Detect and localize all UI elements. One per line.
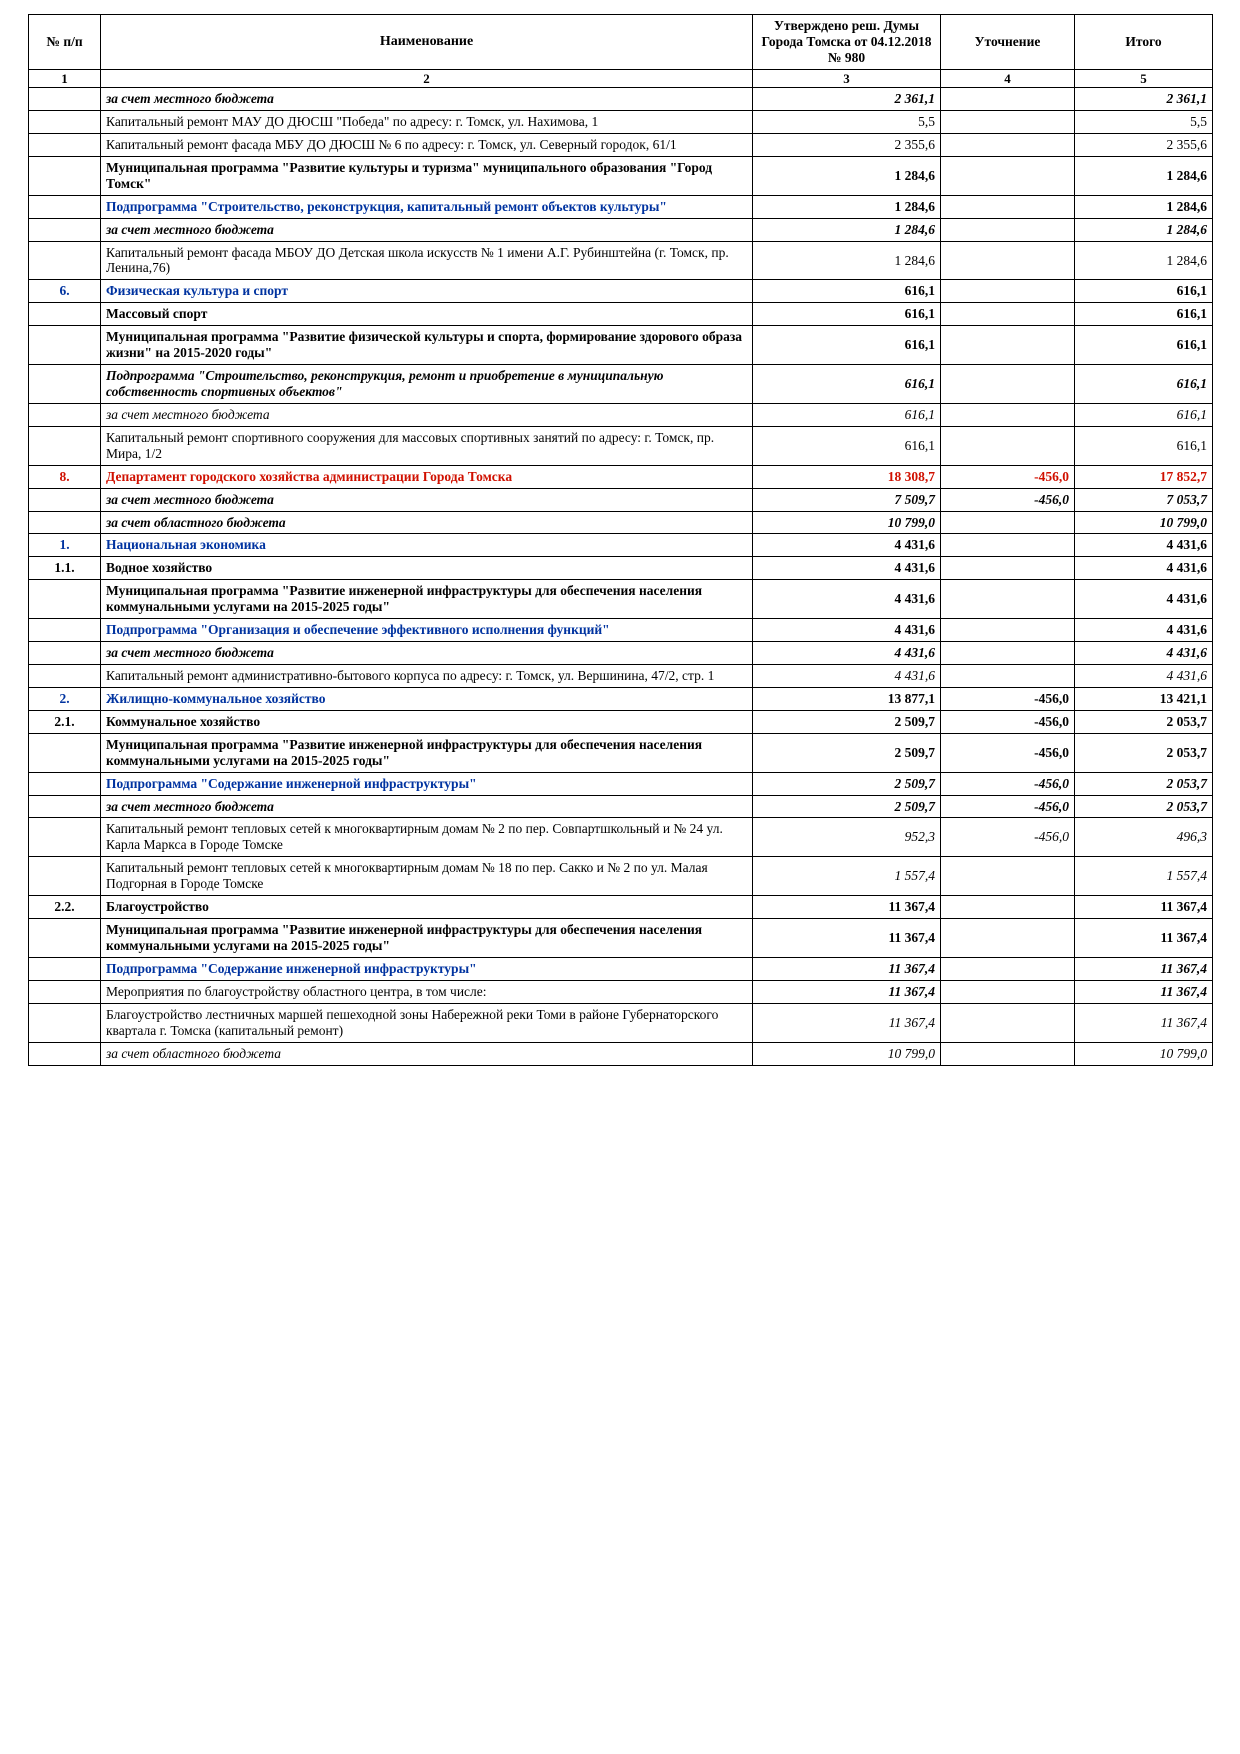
table-row	[29, 980, 1213, 1003]
row-number: 2.1.	[29, 710, 101, 733]
row-total-value: 1 557,4	[1075, 857, 1213, 896]
budget-table	[28, 14, 1213, 1066]
row-approved-value: 2 509,7	[753, 772, 941, 795]
row-total-value: 616,1	[1075, 403, 1213, 426]
table-row	[29, 580, 1213, 619]
row-number	[29, 303, 101, 326]
row-adjustment-value	[941, 326, 1075, 365]
row-approved-value: 4 431,6	[753, 619, 941, 642]
row-adjustment-value: -456,0	[941, 710, 1075, 733]
row-total-value: 4 431,6	[1075, 664, 1213, 687]
row-name: Подпрограмма "Содержание инженерной инфраструктуры"	[101, 772, 753, 795]
table-row	[29, 1003, 1213, 1042]
row-adjustment-value: -456,0	[941, 488, 1075, 511]
header-row	[29, 15, 1213, 70]
row-total-value: 11 367,4	[1075, 980, 1213, 1003]
table-row	[29, 156, 1213, 195]
row-approved-value: 10 799,0	[753, 1042, 941, 1065]
row-number	[29, 818, 101, 857]
row-name: Капитальный ремонт фасада МБУ ДО ДЮСШ № 6 по адресу: г. Томск, ул. Северный городок, 61/1	[101, 133, 753, 156]
table-row	[29, 687, 1213, 710]
row-name: Благоустройство лестничных маршей пешеходной зоны Набережной реки Томи в районе Губернаторского квартала г. Томска (капитальный ремонт)	[101, 1003, 753, 1042]
row-name: за счет местного бюджета	[101, 642, 753, 665]
row-name: Национальная экономика	[101, 534, 753, 557]
row-approved-value: 7 509,7	[753, 488, 941, 511]
row-name: за счет местного бюджета	[101, 488, 753, 511]
row-name: Муниципальная программа "Развитие культуры и туризма" муниципального образования "Город Томск"	[101, 156, 753, 195]
table-row	[29, 465, 1213, 488]
row-approved-value: 616,1	[753, 280, 941, 303]
row-adjustment-value	[941, 426, 1075, 465]
row-adjustment-value	[941, 365, 1075, 404]
row-total-value: 616,1	[1075, 303, 1213, 326]
row-adjustment-value	[941, 1042, 1075, 1065]
row-name: Коммунальное хозяйство	[101, 710, 753, 733]
row-total-value: 11 367,4	[1075, 896, 1213, 919]
row-number	[29, 619, 101, 642]
row-number	[29, 957, 101, 980]
row-adjustment-value	[941, 511, 1075, 534]
row-name: Подпрограмма "Строительство, реконструкция, капитальный ремонт объектов культуры"	[101, 195, 753, 218]
table-row	[29, 710, 1213, 733]
row-total-value: 11 367,4	[1075, 1003, 1213, 1042]
row-adjustment-value	[941, 664, 1075, 687]
row-adjustment-value	[941, 642, 1075, 665]
row-number	[29, 133, 101, 156]
table-row	[29, 280, 1213, 303]
row-name: Массовый спорт	[101, 303, 753, 326]
row-adjustment-value	[941, 88, 1075, 111]
row-total-value: 616,1	[1075, 326, 1213, 365]
table-row	[29, 511, 1213, 534]
row-total-value: 4 431,6	[1075, 557, 1213, 580]
row-adjustment-value	[941, 580, 1075, 619]
row-adjustment-value: -456,0	[941, 465, 1075, 488]
row-approved-value: 4 431,6	[753, 580, 941, 619]
row-adjustment-value	[941, 1003, 1075, 1042]
row-name: Капитальный ремонт фасада МБОУ ДО Детская школа искусств № 1 имени А.Г. Рубинштейна (г. Томск, пр. Ленина,76)	[101, 241, 753, 280]
table-row	[29, 919, 1213, 958]
header-total: Итого	[1075, 15, 1213, 70]
row-name: за счет областного бюджета	[101, 511, 753, 534]
table-row	[29, 326, 1213, 365]
row-number	[29, 88, 101, 111]
table-row	[29, 1042, 1213, 1065]
row-adjustment-value	[941, 534, 1075, 557]
header-name: Наименование	[101, 15, 753, 70]
row-total-value: 1 284,6	[1075, 241, 1213, 280]
row-total-value: 10 799,0	[1075, 511, 1213, 534]
row-adjustment-value	[941, 557, 1075, 580]
row-approved-value: 5,5	[753, 111, 941, 134]
row-name: Муниципальная программа "Развитие инженерной инфраструктуры для обеспечения населения коммунальными услугами на 2015-2025 годы"	[101, 580, 753, 619]
row-name: за счет местного бюджета	[101, 88, 753, 111]
row-total-value: 5,5	[1075, 111, 1213, 134]
row-approved-value: 13 877,1	[753, 687, 941, 710]
row-number: 8.	[29, 465, 101, 488]
row-approved-value: 1 284,6	[753, 241, 941, 280]
table-row	[29, 426, 1213, 465]
row-name: Физическая культура и спорт	[101, 280, 753, 303]
row-total-value: 10 799,0	[1075, 1042, 1213, 1065]
row-number	[29, 195, 101, 218]
row-total-value: 2 053,7	[1075, 795, 1213, 818]
row-adjustment-value: -456,0	[941, 687, 1075, 710]
row-approved-value: 4 431,6	[753, 534, 941, 557]
row-adjustment-value	[941, 280, 1075, 303]
table-row	[29, 619, 1213, 642]
row-name: Капитальный ремонт тепловых сетей к многоквартирным домам № 2 по пер. Совпартшкольный и № 24 ул. Карла Маркса в Городе Томске	[101, 818, 753, 857]
colnum-3: 3	[753, 69, 941, 87]
row-approved-value: 1 284,6	[753, 218, 941, 241]
row-total-value: 4 431,6	[1075, 619, 1213, 642]
row-name: за счет местного бюджета	[101, 403, 753, 426]
row-adjustment-value	[941, 403, 1075, 426]
row-adjustment-value	[941, 919, 1075, 958]
row-adjustment-value	[941, 156, 1075, 195]
table-row	[29, 557, 1213, 580]
row-name: Муниципальная программа "Развитие инженерной инфраструктуры для обеспечения населения коммунальными услугами на 2015-2025 годы"	[101, 733, 753, 772]
row-total-value: 11 367,4	[1075, 957, 1213, 980]
row-number	[29, 365, 101, 404]
row-number	[29, 326, 101, 365]
row-number	[29, 772, 101, 795]
colnum-2: 2	[101, 69, 753, 87]
row-approved-value: 10 799,0	[753, 511, 941, 534]
header-adjustment: Уточнение	[941, 15, 1075, 70]
row-adjustment-value	[941, 896, 1075, 919]
row-name: Мероприятия по благоустройству областного центра, в том числе:	[101, 980, 753, 1003]
row-name: Благоустройство	[101, 896, 753, 919]
row-total-value: 4 431,6	[1075, 534, 1213, 557]
row-total-value: 616,1	[1075, 365, 1213, 404]
row-name: за счет областного бюджета	[101, 1042, 753, 1065]
table-row	[29, 534, 1213, 557]
row-number	[29, 733, 101, 772]
row-name: Водное хозяйство	[101, 557, 753, 580]
row-number	[29, 857, 101, 896]
row-adjustment-value	[941, 195, 1075, 218]
table-row	[29, 957, 1213, 980]
colnum-4: 4	[941, 69, 1075, 87]
table-row	[29, 218, 1213, 241]
row-approved-value: 616,1	[753, 365, 941, 404]
row-number: 6.	[29, 280, 101, 303]
row-adjustment-value	[941, 133, 1075, 156]
table-body	[29, 88, 1213, 1065]
row-adjustment-value	[941, 111, 1075, 134]
row-name: Капитальный ремонт спортивного сооружения для массовых спортивных занятий по адресу: г. Томск, пр. Мира, 1/2	[101, 426, 753, 465]
row-adjustment-value	[941, 303, 1075, 326]
table-header	[29, 15, 1213, 88]
row-number	[29, 580, 101, 619]
row-adjustment-value	[941, 957, 1075, 980]
row-total-value: 2 053,7	[1075, 733, 1213, 772]
row-number	[29, 426, 101, 465]
row-number: 1.1.	[29, 557, 101, 580]
row-approved-value: 11 367,4	[753, 896, 941, 919]
row-adjustment-value	[941, 980, 1075, 1003]
column-number-row	[29, 69, 1213, 87]
row-adjustment-value: -456,0	[941, 818, 1075, 857]
row-total-value: 17 852,7	[1075, 465, 1213, 488]
row-approved-value: 11 367,4	[753, 919, 941, 958]
row-total-value: 13 421,1	[1075, 687, 1213, 710]
row-approved-value: 616,1	[753, 426, 941, 465]
row-total-value: 1 284,6	[1075, 218, 1213, 241]
row-number	[29, 1042, 101, 1065]
row-total-value: 4 431,6	[1075, 580, 1213, 619]
row-total-value: 1 284,6	[1075, 195, 1213, 218]
row-number	[29, 980, 101, 1003]
table-row	[29, 195, 1213, 218]
row-number	[29, 156, 101, 195]
row-name: Подпрограмма "Организация и обеспечение эффективного исполнения функций"	[101, 619, 753, 642]
row-name: Капитальный ремонт административно-бытового корпуса по адресу: г. Томск, ул. Вершинина, 47/2, стр. 1	[101, 664, 753, 687]
table-row	[29, 488, 1213, 511]
row-adjustment-value	[941, 619, 1075, 642]
row-approved-value: 4 431,6	[753, 557, 941, 580]
row-number: 1.	[29, 534, 101, 557]
header-approved: Утверждено реш. Думы Города Томска от 04.12.2018 № 980	[753, 15, 941, 70]
row-approved-value: 2 361,1	[753, 88, 941, 111]
row-name: за счет местного бюджета	[101, 218, 753, 241]
row-name: за счет местного бюджета	[101, 795, 753, 818]
row-approved-value: 11 367,4	[753, 957, 941, 980]
row-adjustment-value: -456,0	[941, 733, 1075, 772]
row-approved-value: 1 284,6	[753, 156, 941, 195]
table-row	[29, 857, 1213, 896]
row-number	[29, 111, 101, 134]
table-row	[29, 133, 1213, 156]
row-approved-value: 616,1	[753, 403, 941, 426]
header-number: № п/п	[29, 15, 101, 70]
table-row	[29, 403, 1213, 426]
row-approved-value: 1 557,4	[753, 857, 941, 896]
row-number	[29, 403, 101, 426]
row-approved-value: 11 367,4	[753, 1003, 941, 1042]
colnum-5: 5	[1075, 69, 1213, 87]
row-name: Капитальный ремонт МАУ ДО ДЮСШ "Победа" по адресу: г. Томск, ул. Нахимова, 1	[101, 111, 753, 134]
row-approved-value: 2 509,7	[753, 733, 941, 772]
row-approved-value: 616,1	[753, 303, 941, 326]
row-name: Жилищно-коммунальное хозяйство	[101, 687, 753, 710]
row-approved-value: 18 308,7	[753, 465, 941, 488]
row-name: Подпрограмма "Содержание инженерной инфраструктуры"	[101, 957, 753, 980]
row-adjustment-value	[941, 857, 1075, 896]
row-name: Капитальный ремонт тепловых сетей к многоквартирным домам № 18 по пер. Сакко и № 2 по ул. Малая Подгорная в Городе Томске	[101, 857, 753, 896]
row-name: Подпрограмма "Строительство, реконструкция, ремонт и приобретение в муниципальную собственность спортивных объектов"	[101, 365, 753, 404]
table-row	[29, 88, 1213, 111]
row-total-value: 11 367,4	[1075, 919, 1213, 958]
row-approved-value: 2 509,7	[753, 795, 941, 818]
row-total-value: 616,1	[1075, 280, 1213, 303]
table-row	[29, 241, 1213, 280]
row-number	[29, 218, 101, 241]
row-number	[29, 919, 101, 958]
row-approved-value: 4 431,6	[753, 642, 941, 665]
table-row	[29, 664, 1213, 687]
row-number	[29, 642, 101, 665]
table-row	[29, 303, 1213, 326]
row-total-value: 4 431,6	[1075, 642, 1213, 665]
row-approved-value: 952,3	[753, 818, 941, 857]
table-row	[29, 111, 1213, 134]
table-row	[29, 772, 1213, 795]
row-adjustment-value: -456,0	[941, 772, 1075, 795]
row-approved-value: 4 431,6	[753, 664, 941, 687]
table-row	[29, 896, 1213, 919]
table-row	[29, 795, 1213, 818]
colnum-1: 1	[29, 69, 101, 87]
row-total-value: 1 284,6	[1075, 156, 1213, 195]
row-number: 2.	[29, 687, 101, 710]
row-adjustment-value: -456,0	[941, 795, 1075, 818]
row-total-value: 2 053,7	[1075, 772, 1213, 795]
table-row	[29, 642, 1213, 665]
row-number	[29, 664, 101, 687]
row-total-value: 496,3	[1075, 818, 1213, 857]
row-total-value: 7 053,7	[1075, 488, 1213, 511]
table-row	[29, 818, 1213, 857]
row-number	[29, 488, 101, 511]
row-approved-value: 11 367,4	[753, 980, 941, 1003]
row-number	[29, 241, 101, 280]
row-adjustment-value	[941, 218, 1075, 241]
table-row	[29, 365, 1213, 404]
row-number	[29, 795, 101, 818]
row-approved-value: 2 355,6	[753, 133, 941, 156]
row-approved-value: 1 284,6	[753, 195, 941, 218]
row-total-value: 616,1	[1075, 426, 1213, 465]
row-approved-value: 2 509,7	[753, 710, 941, 733]
row-total-value: 2 053,7	[1075, 710, 1213, 733]
row-name: Муниципальная программа "Развитие инженерной инфраструктуры для обеспечения населения коммунальными услугами на 2015-2025 годы"	[101, 919, 753, 958]
row-number	[29, 511, 101, 534]
row-total-value: 2 361,1	[1075, 88, 1213, 111]
row-number	[29, 1003, 101, 1042]
row-number: 2.2.	[29, 896, 101, 919]
row-total-value: 2 355,6	[1075, 133, 1213, 156]
row-adjustment-value	[941, 241, 1075, 280]
row-approved-value: 616,1	[753, 326, 941, 365]
row-name: Муниципальная программа "Развитие физической культуры и спорта, формирование здорового образа жизни" на 2015-2020 годы"	[101, 326, 753, 365]
table-row	[29, 733, 1213, 772]
row-name: Департамент городского хозяйства администрации Города Томска	[101, 465, 753, 488]
